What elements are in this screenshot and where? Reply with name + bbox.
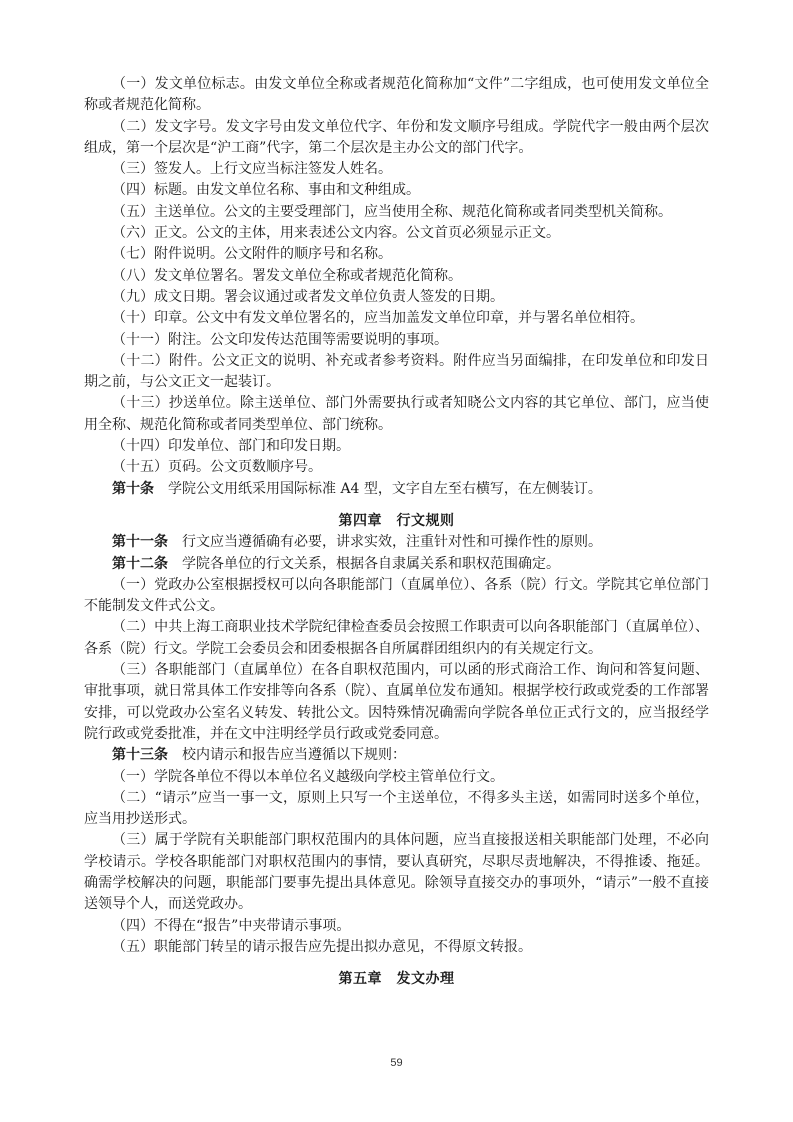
clause-1: （一）发文单位标志。由发文单位全称或者规范化简称加“文件”二字组成，也可使用发文单位全称或者规范化简称。	[84, 76, 709, 114]
article-11-text: 行文应当遵循确有必要，讲求实效，注重针对性和可操作性的原则。	[182, 534, 602, 551]
clause-12: （十二）附件。公文正文的说明、补充或者参考资料。附件应当另面编排，在印发单位和印发日期之前，与公文正文一起装订。	[84, 352, 709, 391]
article-11-lead: 第十一条	[112, 534, 168, 551]
article-11	[84, 532, 709, 553]
article-12-clause-3: （三）各职能部门（直属单位）在各自职权范围内，可以函的形式商洽工作、询问和答复问题、审批事项，就日常具体工作安排等向各系（院）、直属单位发布通知。根据学校行政或党委的工作部署安排，可以党政办公室名义转发、转批公文。因特殊情况确需向学院各单位正式行文的，应当报经学院行政或党委批准，并在文中注明经学员行政或党委同意。	[84, 662, 709, 742]
clause-5: （五）主送单位。公文的主要受理部门，应当使用全称、规范化简称或者同类型机关简称。	[112, 203, 672, 220]
article-13-clause-4: （四）不得在“报告”中夹带请示事项。	[112, 917, 351, 934]
clause-13: （十三）抄送单位。除主送单位、部门外需要执行或者知晓公文内容的其它单位、部门，应当使用全称、规范化简称或者同类型单位、部门统称。	[84, 395, 709, 433]
page-number: 59	[390, 1057, 403, 1069]
article-12-clause-2: （二）中共上海工商职业技术学院纪律检查委员会按照工作职责可以向各职能部门（直属单位）、各系（院）行文。学院工会委员会和团委根据各自所属群团组织内的有关规定行文。	[84, 619, 709, 657]
clause-10: （十）印章。公文中有发文单位署名的，应当加盖发文单位印章，并与署名单位相符。	[112, 310, 644, 327]
clause-11: （十一）附注。公文印发传达范围等需要说明的事项。	[112, 331, 448, 348]
clause-7: （七）附件说明。公文附件的顺序号和名称。	[112, 246, 392, 263]
article-13-text: 校内请示和报告应当遵循以下规则：	[182, 747, 406, 764]
article-13-clause-3: （三）属于学院有关职能部门职权范围内的具体问题，应当直接报送相关职能部门处理，不必向学校请示。学校各职能部门对职权范围内的事情，要认真研究，尽职尽责地解决，不得推诿、拖延。确需学校解决的问题，职能部门要事先提出具体意见。除领导直接交办的事项外，“请示”一般不直接送领导个人，而送党政办。	[84, 832, 709, 913]
clause-6: （六）正文。公文的主体，用来表述公文内容。公文首页必须显示正文。	[112, 225, 560, 242]
article-12-text: 学院各单位的行文关系，根据各自隶属关系和职权范围确定。	[182, 555, 560, 572]
chapter-4-heading: 第四章 行文规则	[338, 512, 455, 529]
article-13-clause-5: （五）职能部门转呈的请示报告应先提出拟办意见，不得原文转报。	[112, 938, 532, 955]
clause-8: （八）发文单位署名。署发文单位全称或者规范化简称。	[112, 267, 462, 284]
clause-14: （十四）印发单位、部门和印发日期。	[112, 438, 350, 455]
article-12-clause-1: （一）党政办公室根据授权可以向各职能部门（直属单位）、各系（院）行文。学院其它单位部门不能制发文件式公文。	[84, 576, 709, 615]
clause-9: （九）成文日期。署会议通过或者发文单位负责人签发的日期。	[112, 288, 504, 305]
article-10-text: 学院公文用纸采用国际标准 A4 型，文字自左至右横写，在左侧装订。	[168, 480, 602, 497]
article-12-lead: 第十二条	[112, 555, 168, 572]
article-10	[84, 479, 709, 500]
article-13-clause-2: （二）“请示”应当一事一文，原则上只写一个主送单位，不得多头主送，如需同时送多个单位，应当用抄送形式。	[84, 789, 709, 828]
article-10-lead: 第十条	[112, 480, 154, 497]
article-13	[84, 745, 709, 766]
article-12	[84, 554, 709, 575]
clause-15: （十五）页码。公文页数顺序号。	[112, 459, 322, 476]
article-13-clause-1: （一）学院各单位不得以本单位名义越级向学校主管单位行文。	[112, 768, 504, 785]
clause-3: （三）签发人。上行文应当标注签发人姓名。	[112, 161, 392, 178]
clause-4: （四）标题。由发文单位名称、事由和文种组成。	[112, 182, 420, 199]
clause-2: （二）发文字号。发文字号由发文单位代字、年份和发文顺序号组成。学院代字一般由两个层次组成，第一个层次是“沪工商”代字，第二个层次是主办公文的部门代字。	[84, 118, 709, 156]
chapter-5-heading: 第五章 发文办理	[338, 971, 455, 988]
article-13-lead: 第十三条	[112, 747, 168, 764]
